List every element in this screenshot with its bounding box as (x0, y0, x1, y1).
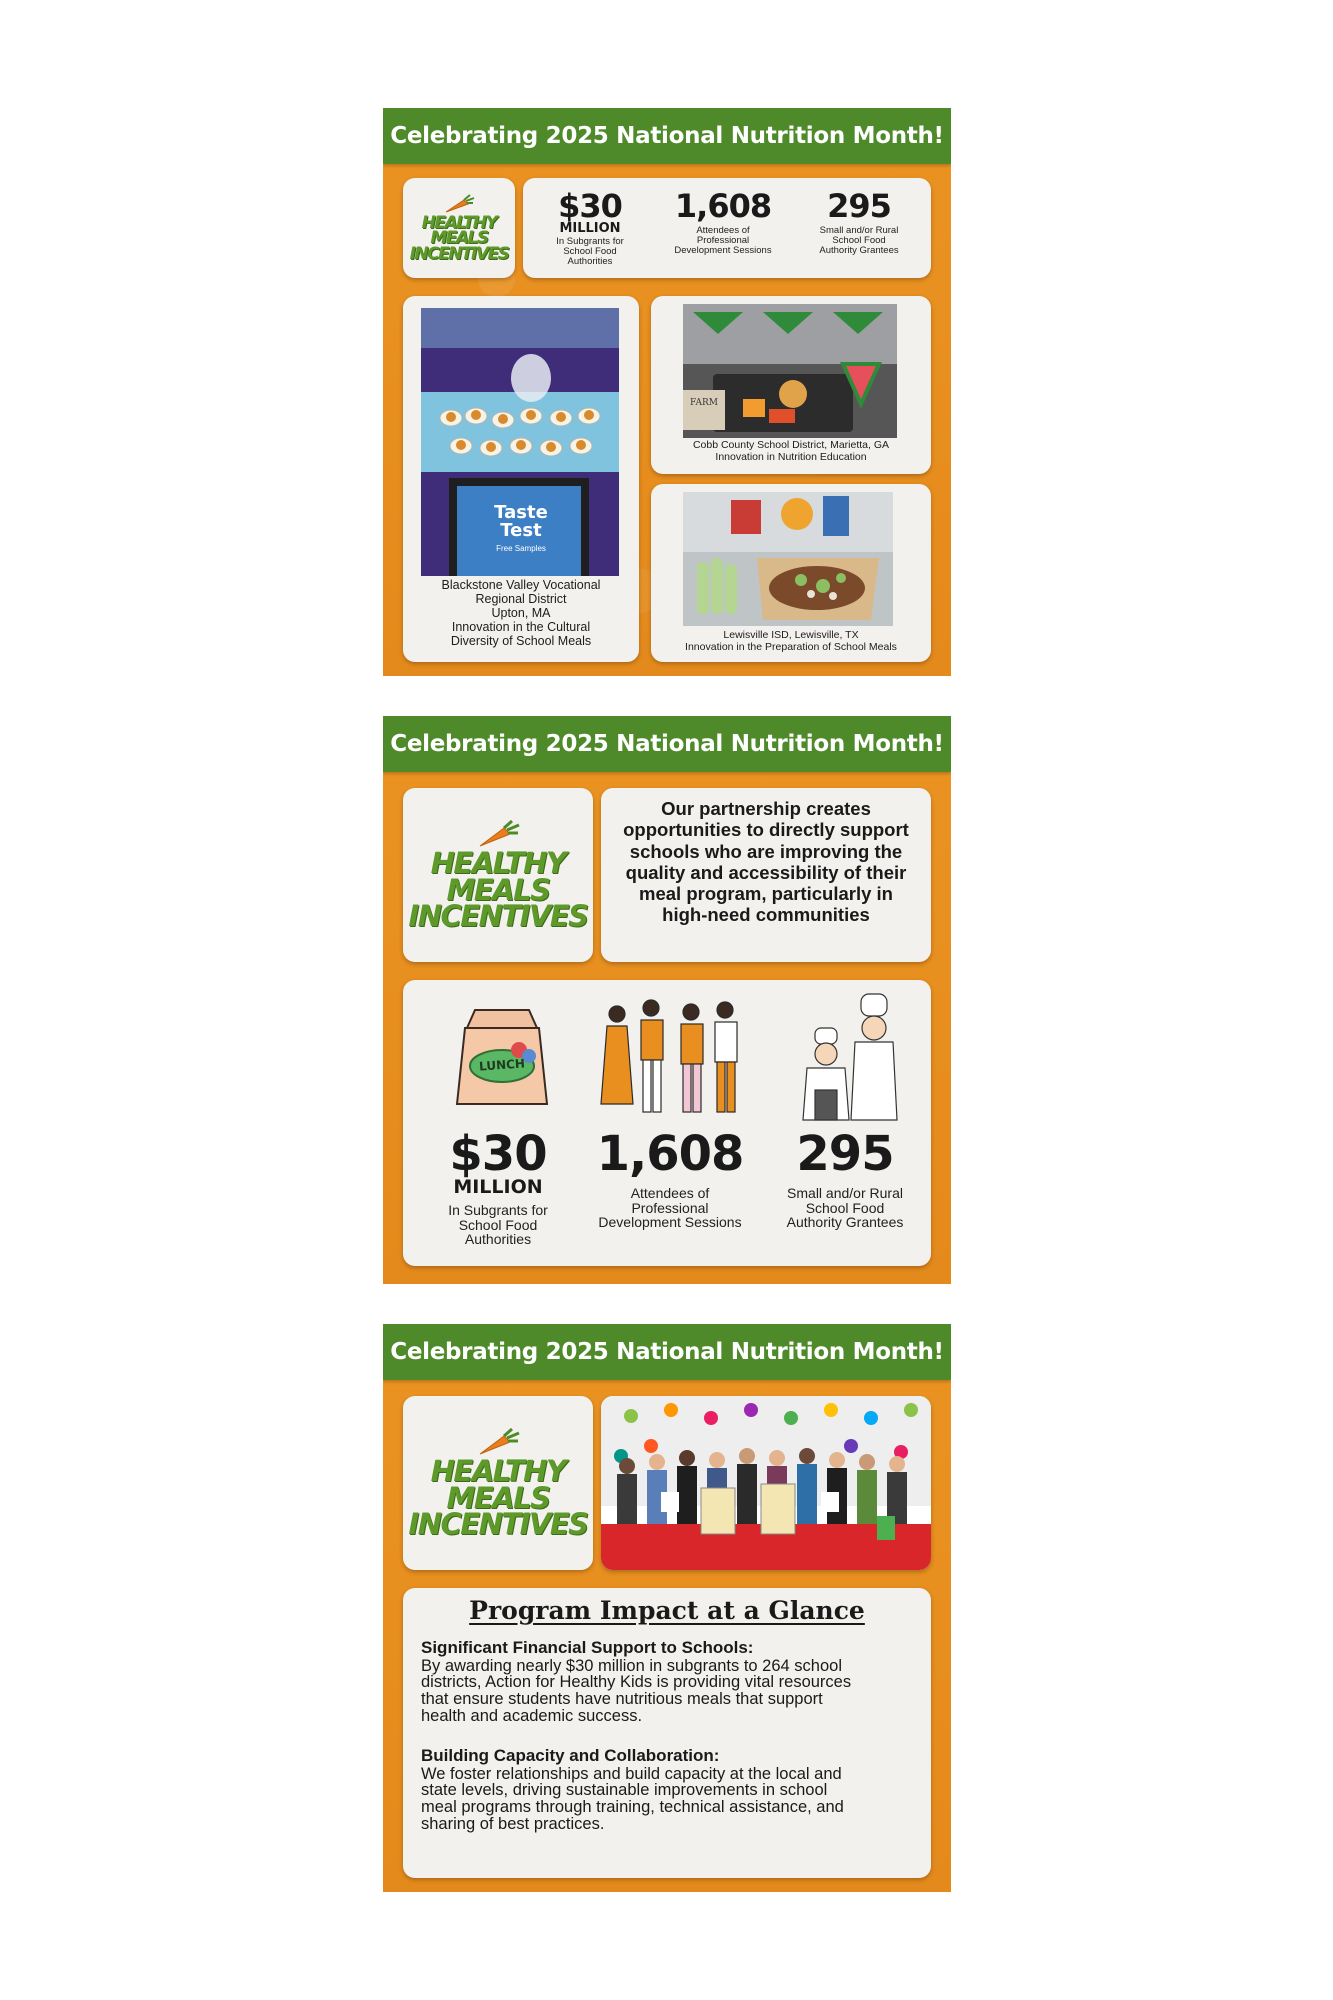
taste-test-photo (421, 308, 619, 576)
impact-section-1-line-1: By awarding nearly $30 million in subgrants to 264 school (421, 1656, 842, 1675)
impact-section-2-line-4: sharing of best practices. (421, 1815, 605, 1834)
stat-attendees-desc-1: Attendees of (630, 1185, 710, 1201)
blackstone-caption-1: Blackstone Valley Vocational (441, 578, 601, 592)
stat-funding-unit: MILLION (559, 221, 621, 236)
logo-card (403, 178, 515, 278)
chefs-icon (799, 990, 909, 1130)
stats-card-large (403, 980, 931, 1266)
cobb-lunch-tray-illustration (683, 304, 897, 438)
people-group-icon (599, 994, 749, 1124)
stat-attendees (575, 1126, 765, 1231)
impact-title: Program Impact at a Glance (469, 1596, 865, 1625)
stat-funding-desc-2: School Food (563, 245, 617, 257)
stat-funding-desc-3: Authorities (464, 1231, 532, 1248)
stat-attendees-desc-2: Professional (696, 234, 750, 246)
impact-section-1-line-4: health and academic success. (421, 1707, 643, 1726)
group-photo-card (601, 1396, 931, 1570)
impact-card (403, 1588, 931, 1878)
logo-card-large (403, 1396, 593, 1570)
cobb-photo (683, 304, 897, 438)
stat-funding (425, 1126, 571, 1248)
logo-card-large (403, 788, 593, 962)
lunch-bag-label: LUNCH (478, 1056, 526, 1074)
impact-section-1-line-2: districts, Action for Healthy Kids is providing vital resources (421, 1673, 852, 1692)
panel-2 (383, 716, 951, 1284)
stat-funding-desc-2: School Food (458, 1216, 538, 1233)
blackstone-caption-3: Upton, MA (491, 606, 551, 620)
cobb-farm-sign: FARM (690, 398, 718, 408)
lewisville-meal-illustration (683, 492, 893, 626)
stat-funding-number: $30 (449, 1126, 547, 1182)
stat-grantees-desc-3: Authority Grantees (819, 244, 899, 256)
stat-grantees (765, 1126, 925, 1231)
lewisville-card (651, 484, 931, 662)
stat-funding-unit: MILLION (453, 1176, 543, 1198)
panel-3-banner: Celebrating 2025 National Nutrition Month! (383, 1324, 951, 1380)
impact-section-1-heading: Significant Financial Support to Schools: (421, 1638, 754, 1657)
lewisville-caption (657, 630, 925, 654)
logo-line-2: MEALS (446, 872, 550, 907)
stat-grantees-desc-2: School Food (805, 1199, 885, 1216)
stat-attendees-desc-3: Development Sessions (674, 244, 772, 256)
panel-1-banner: Celebrating 2025 National Nutrition Month! (383, 108, 951, 164)
lewisville-photo (683, 492, 893, 626)
logo-line-2: MEALS (430, 228, 488, 249)
stat-grantees-desc-1: Small and/or Rural (819, 225, 899, 236)
impact-section-2-line-3: meal programs through training, technical assistance, and (421, 1798, 844, 1817)
logo-line-3: INCENTIVES (408, 899, 588, 934)
blackstone-caption-4: Innovation in the Cultural (451, 620, 591, 634)
stat-attendees (653, 187, 793, 256)
logo-line-1: HEALTHY (421, 212, 497, 233)
taste-test-sign-line-2: Test (500, 520, 542, 541)
stat-attendees-number: 1,608 (674, 187, 772, 225)
cobb-caption-1: Cobb County School District, Marietta, GA (692, 439, 890, 451)
lewisville-caption-1: Lewisville ISD, Lewisville, TX (723, 629, 859, 641)
panel-3 (383, 1324, 951, 1892)
logo-line-1: HEALTHY (430, 845, 566, 880)
lunch-bag-icon (447, 1000, 557, 1110)
lewisville-caption-2: Innovation in the Preparation of School Meals (685, 640, 897, 653)
stat-grantees-desc-2: School Food (832, 234, 886, 246)
taste-test-sign-small: Free Samples (496, 544, 546, 553)
impact-section-2-heading: Building Capacity and Collaboration: (421, 1746, 720, 1765)
panel-1 (383, 108, 951, 676)
stat-attendees-number: 1,608 (596, 1126, 744, 1182)
cobb-card (651, 296, 931, 474)
stat-grantees-desc-1: Small and/or Rural (787, 1185, 903, 1201)
impact-section-1-line-3: that ensure students have nutritious meals that support (421, 1690, 823, 1709)
impact-section-financial (421, 1638, 913, 1725)
impact-section-2-line-2: state levels, driving sustainable improvements in school (421, 1781, 828, 1800)
logo-line-1: HEALTHY (430, 1453, 566, 1488)
stat-funding (531, 187, 649, 267)
stat-funding-desc-1: In Subgrants for (448, 1202, 548, 1218)
stat-grantees-number: 295 (827, 187, 891, 225)
stat-funding-number: $30 (558, 187, 622, 225)
cobb-caption-2: Innovation in Nutrition Education (715, 450, 867, 463)
logo-line-3: INCENTIVES (409, 243, 509, 264)
stat-attendees-desc-1: Attendees of (696, 225, 750, 236)
logo-line-3: INCENTIVES (408, 1507, 588, 1542)
stat-grantees (795, 187, 923, 256)
blackstone-caption (411, 578, 631, 648)
impact-section-2-line-1: We foster relationships and build capacity at the local and (421, 1764, 842, 1783)
blackstone-caption-5: Diversity of School Meals (450, 634, 592, 648)
blackstone-caption-2: Regional District (475, 592, 567, 606)
stat-grantees-desc-3: Authority Grantees (786, 1214, 904, 1231)
stat-grantees-number: 295 (796, 1126, 894, 1182)
blackstone-card (403, 296, 639, 662)
logo-line-2: MEALS (446, 1480, 550, 1515)
cobb-caption (657, 440, 925, 464)
stat-attendees-desc-2: Professional (631, 1199, 709, 1216)
taste-test-sign-line-1: Taste (494, 502, 548, 523)
impact-section-capacity (421, 1746, 913, 1833)
stat-funding-desc-3: Authorities (567, 255, 613, 267)
group-photo-illustration (601, 1396, 931, 1570)
stat-funding-desc-1: In Subgrants for (556, 236, 624, 247)
stat-attendees-desc-3: Development Sessions (598, 1214, 742, 1231)
stats-card (523, 178, 931, 278)
partnership-card (601, 788, 931, 962)
panel-2-banner: Celebrating 2025 National Nutrition Month! (383, 716, 951, 772)
partnership-text: Our partnership creates opportunities to directly support schools who are improving the quality and accessibility of their meal program, particularly in high-need communities (623, 798, 909, 926)
